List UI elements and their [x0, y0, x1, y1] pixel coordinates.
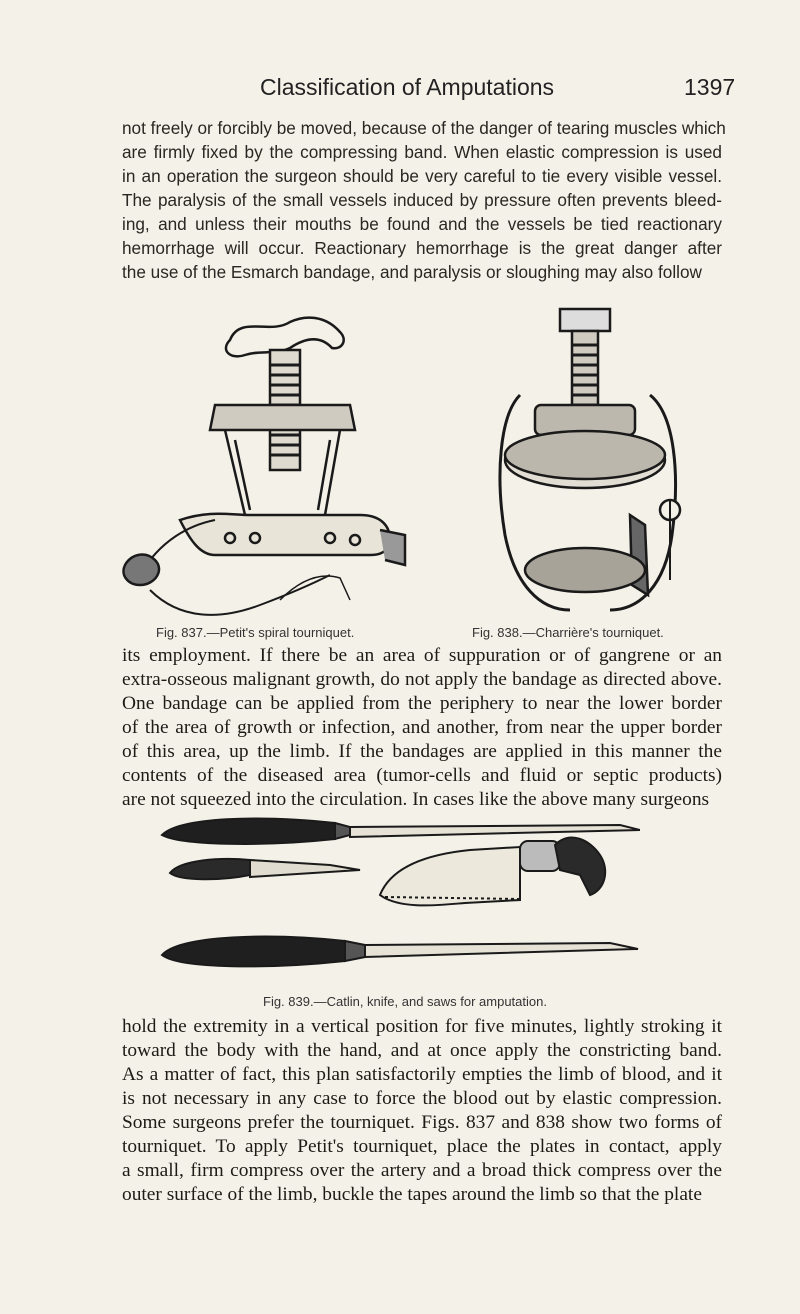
text-line: tourniquet. To apply Petit's tourniquet, place the plates in contact, apply	[122, 1136, 722, 1157]
text-line: toward the body with the hand, and at once apply the constricting band.	[122, 1040, 722, 1061]
text-line: is not necessary in any case to force the blood out by elastic compression.	[122, 1088, 722, 1109]
page-number: 1397	[684, 74, 736, 100]
fig-838-caption: Fig. 838.—Charrière's tourniquet.	[472, 625, 664, 640]
text-line: are firmly fixed by the compressing band. When elastic compression is used	[122, 142, 722, 162]
charriere-tourniquet-illustration	[480, 305, 695, 625]
text-line: extra-osseous malignant growth, do not apply the bandage as directed above.	[122, 669, 722, 690]
petit-tourniquet-illustration	[120, 310, 410, 630]
amputation-instruments-illustration	[160, 815, 640, 985]
text-line: of this area, up the limb. If the bandages are applied in this manner the	[122, 741, 722, 762]
page-header	[0, 62, 800, 102]
text-line: As a matter of fact, this plan satisfactorily empties the limb of blood, and it	[122, 1064, 722, 1085]
text-line: hold the extremity in a vertical position for five minutes, lightly stroking it	[122, 1016, 722, 1037]
text-line: The paralysis of the small vessels induced by pressure often prevents bleed-	[122, 190, 722, 210]
text-line: of the area of growth or infection, and another, from near the upper border	[122, 717, 722, 738]
text-line: not freely or forcibly be moved, because of the danger of tearing muscles which	[122, 118, 726, 138]
text-line: are not squeezed into the circulation. In cases like the above many surgeons	[122, 789, 710, 810]
text-line: contents of the diseased area (tumor-cells and fluid or septic products)	[122, 765, 722, 786]
text-line: its employment. If there be an area of suppuration or of gangrene or an	[122, 645, 722, 666]
text-line: Some surgeons prefer the tourniquet. Figs. 837 and 838 show two forms of	[122, 1112, 722, 1133]
text-line: in an operation the surgeon should be very careful to tie every visible vessel.	[122, 166, 722, 186]
fig-839-caption: Fig. 839.—Catlin, knife, and saws for amputation.	[263, 994, 547, 1009]
text-line: a small, firm compress over the artery and a broad thick compress over the	[122, 1160, 722, 1181]
paragraph-3	[122, 1015, 722, 1207]
text-line: One bandage can be applied from the periphery to near the lower border	[122, 693, 722, 714]
paragraph-2	[122, 644, 722, 812]
text-line: ing, and unless their mouths be found and the vessels be tied reactionary	[122, 214, 722, 234]
fig-837-caption: Fig. 837.—Petit's spiral tourniquet.	[156, 625, 355, 640]
text-line: the use of the Esmarch bandage, and paralysis or sloughing may also follow	[122, 262, 702, 282]
running-title: Classification of Amputations	[260, 74, 555, 100]
paragraph-1	[122, 116, 726, 284]
text-line: outer surface of the limb, buckle the tapes around the limb so that the plate	[122, 1184, 702, 1205]
text-line: hemorrhage will occur. Reactionary hemorrhage is the great danger after	[122, 238, 722, 258]
